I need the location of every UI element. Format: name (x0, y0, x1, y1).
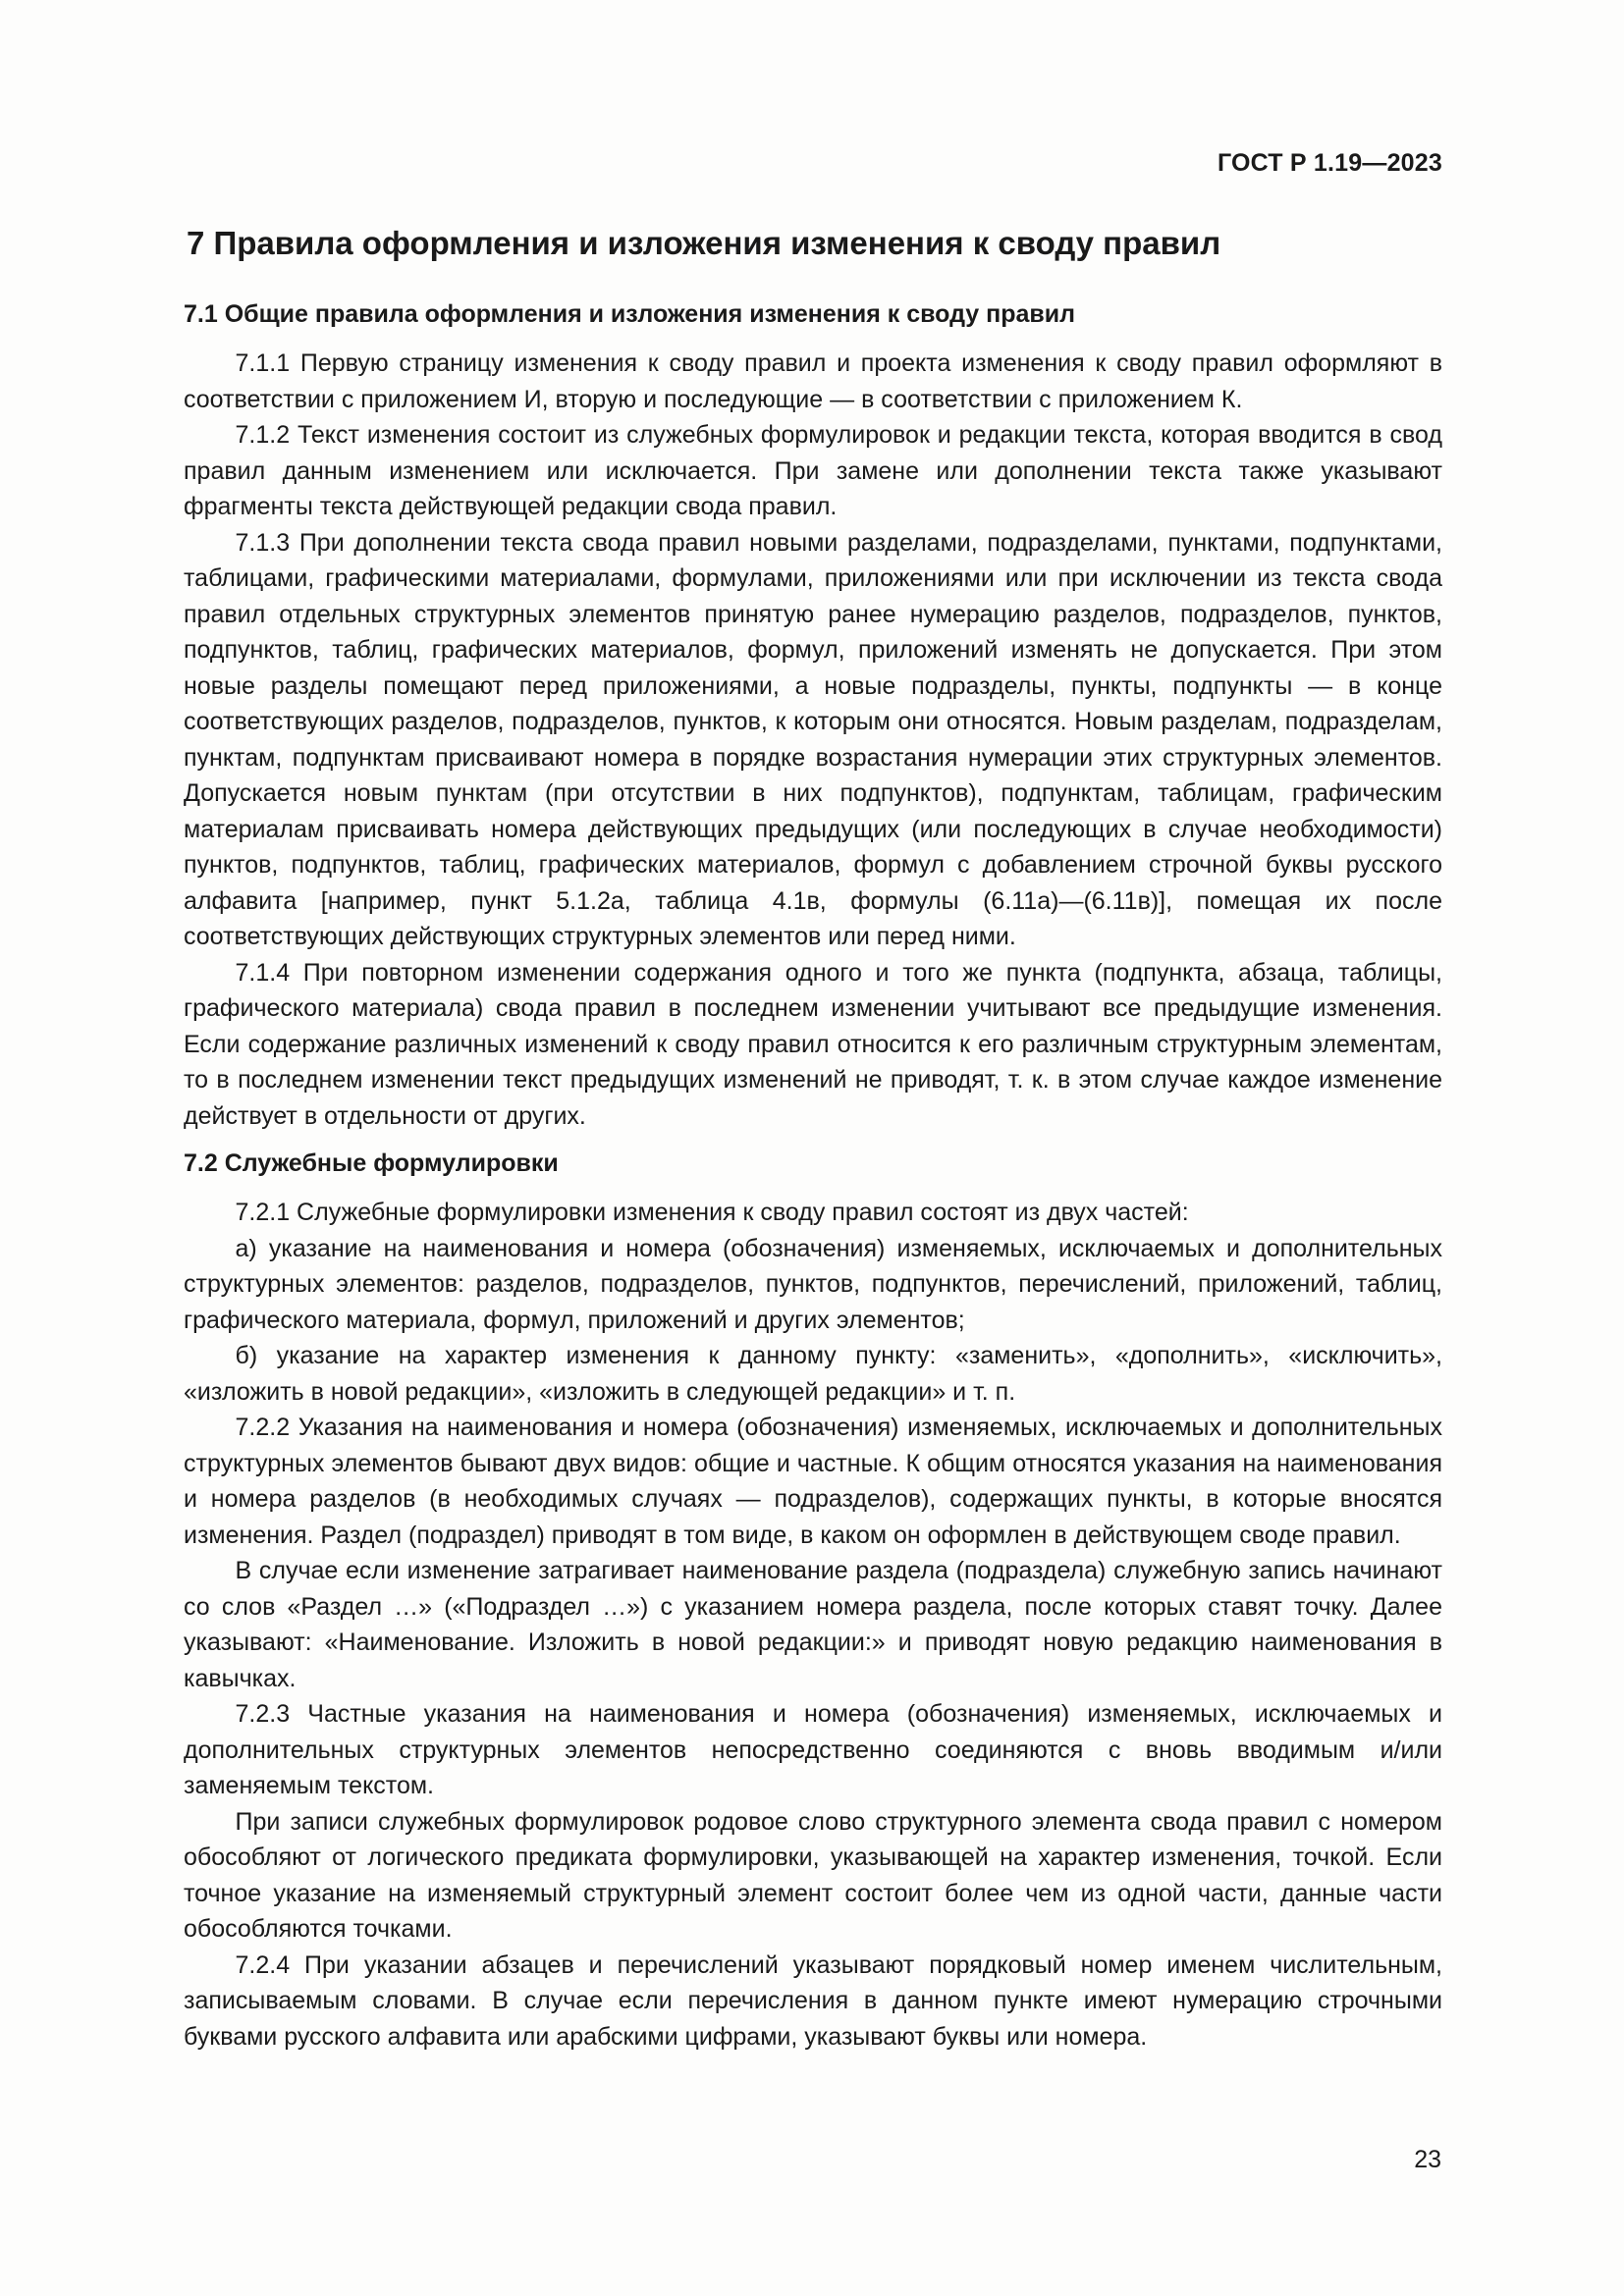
page-content (184, 224, 1442, 2055)
paragraph-7-2-3: 7.2.3 Частные указания на наименования и номера (обозначения) изменяемых, исключаемых и дополнительных структурных элементов непосредственно соединяются с вновь вводимым и/или заменяемым текстом. (184, 1700, 1442, 1799)
paragraph-7-2-1: 7.2.1 Служебные формулировки изменения к своду правил состоят из двух частей: (235, 1199, 1189, 1226)
document-code: ГОСТ Р 1.19—2023 (1217, 149, 1442, 177)
list-item-a: а) указание на наименования и номера (обозначения) изменяемых, исключаемых и дополнительных структурных элементов: разделов, подразделов, пунктов, подпунктов, перечислений, приложений, таблиц, графического материала, формул, приложений и других элементов; (184, 1234, 1442, 1334)
paragraph-7-2-4: 7.2.4 При указании абзацев и перечислений указывают порядковый номер именем числительным, записываемым словами. В случае если перечисления в данном пункте имеют нумерацию строчными буквами русского алфавита или арабскими цифрами, указывают буквы или номера. (184, 1950, 1442, 2051)
paragraph-7-1-4: 7.1.4 При повторном изменении содержания одного и того же пункта (подпункта, абзаца, таблицы, графического материала) свода правил в последнем изменении учитывают все предыдущие изменения. Если содержание различных изменений к своду правил относится к его различным структурным элементам, то в последнем изменении текст предыдущих изменений не приводят, т. к. в этом случае каждое изменение действует в отдельности от других. (184, 958, 1442, 1130)
subsection-title-7-1: 7.1 Общие правила оформления и изложения изменения к своду правил (184, 300, 1076, 328)
list-item-b: б) указание на характер изменения к данному пункту: «заменить», «дополнить», «исключить», «изложить в новой редакции», «изложить в следующей редакции» и т. п. (184, 1342, 1442, 1406)
section-title: 7 Правила оформления и изложения изменения к своду правил (187, 225, 1221, 261)
subsection-title-7-2: 7.2 Служебные формулировки (184, 1149, 559, 1177)
paragraph-service-wording: При записи служебных формулировок родовое слово структурного элемента свода правил с номером обособляют от логического предиката формулировки, указывающей на характер изменения, точкой. Если точное указание на изменяемый структурный элемент состоит более чем из одной части, данные части обособляются точками. (184, 1807, 1442, 1943)
section-gap (184, 1134, 1442, 1146)
paragraph-7-1-1: 7.1.1 Первую страницу изменения к своду правил и проекта изменения к своду правил оформляют в соответствии с приложением И, вторую и последующие — в соответствии с приложением К. (184, 349, 1442, 413)
page-number: 23 (1414, 2146, 1441, 2173)
paragraph-7-1-2: 7.1.2 Текст изменения состоит из служебных формулировок и редакции текста, которая вводится в свод правил данным изменением или исключается. При замене или дополнении текста также указывают фрагменты текста действующей редакции свода правил. (184, 421, 1442, 520)
paragraph-7-1-3: 7.1.3 При дополнении текста свода правил новыми разделами, подразделами, пунктами, подпунктами, таблицами, графическими материалами, формулами, приложениями или при исключении из текста свода правил отдельных структурных элементов принятую ранее нумерацию разделов, подразделов, пунктов, подпунктов, таблиц, графических материалов, формул, приложений изменять не допускается. При этом новые разделы помещают перед приложениями, а новые подразделы, пункты, подпункты — в конце соответствующих разделов, подразделов, пунктов, к которым они относятся. Новым разделам, подразделам, пунктам, подпунктам присваивают номера в порядке возрастания нумерации этих структурных элементов. Допускается новым пунктам (при отсутствии в них подпунктов), подпунктам, таблицам, графическим материалам присваивать номера действующих предыдущих (или последующих в случае необходимости) пунктов, подпунктов, таблиц, графических материалов, формул с добавлением строчной буквы русского алфавита [например, пункт 5.1.2а, таблица 4.1в, формулы (6.11а)—(6.11в)], помещая их после соответствующих действующих структурных элементов или перед ними. (184, 528, 1442, 950)
paragraph-7-2-2: 7.2.2 Указания на наименования и номера (обозначения) изменяемых, исключаемых и дополнительных структурных элементов бывают двух видов: общие и частные. К общим относятся указания на наименования и номера разделов (в необходимых случаях — подразделов), содержащих пункты, в которые вносятся изменения. Раздел (подраздел) приводят в том виде, в каком он оформлен в действующем своде правил. (184, 1414, 1442, 1549)
paragraph-section-rename: В случае если изменение затрагивает наименование раздела (подраздела) служебную запись начинают со слов «Раздел …» («Подраздел …») с указанием номера раздела, после которых ставят точку. Далее указывают: «Наименование. Изложить в новой редакции:» и приводят новую редакцию наименования в кавычках. (184, 1557, 1442, 1692)
